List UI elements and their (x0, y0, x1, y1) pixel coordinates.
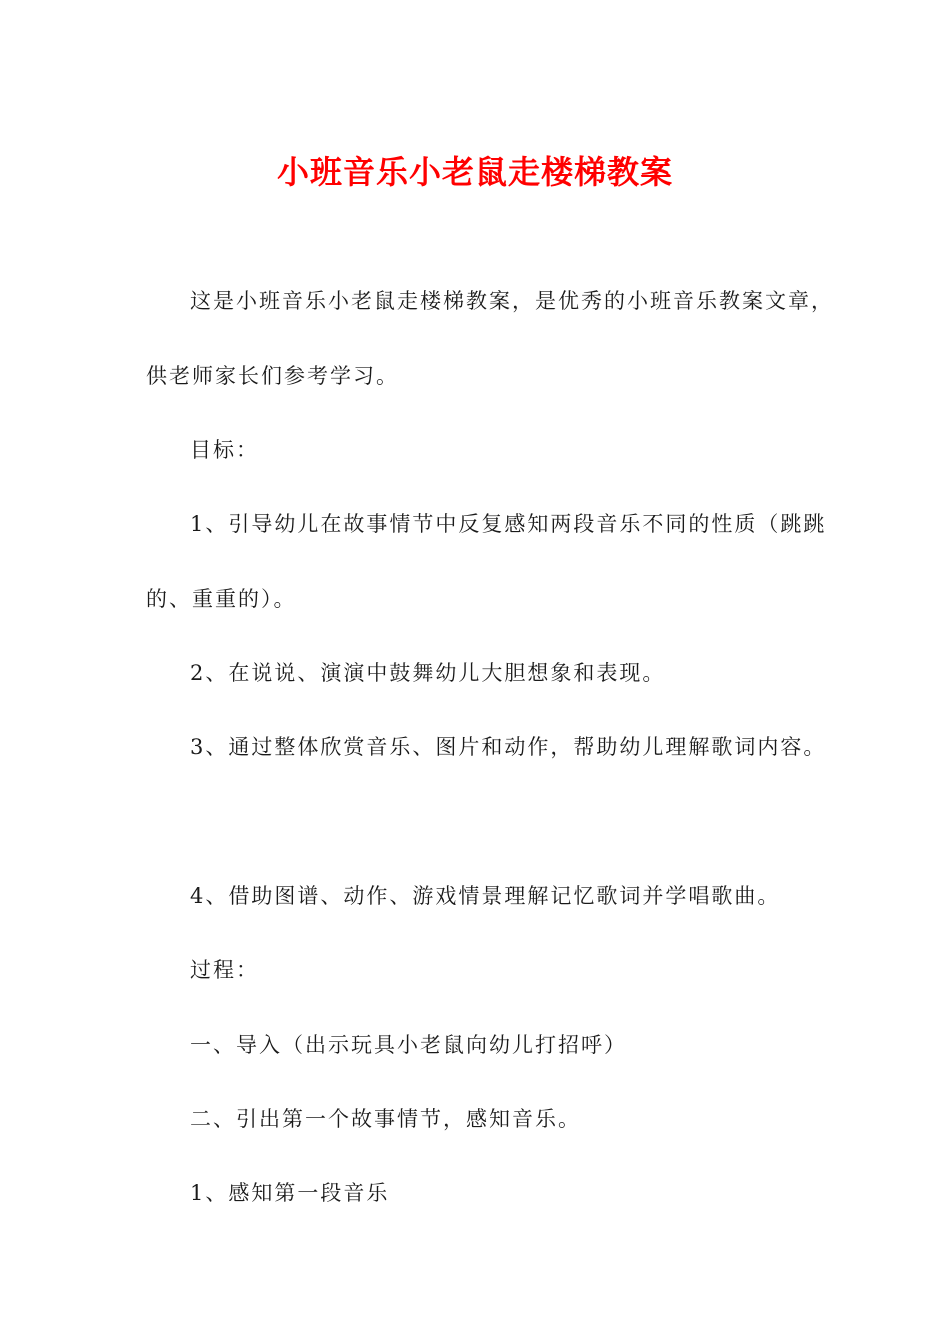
goal-item-2: 2、在说说、演演中鼓舞幼儿大胆想象和表现。 (190, 661, 666, 685)
paragraph-intro-line-2: 供老师家长们参考学习。 (146, 364, 399, 388)
process-step-1: 一、导入（出示玩具小老鼠向幼儿打招呼） (190, 1033, 627, 1057)
goal-item-1-line-2: 的、重重的）。 (146, 587, 297, 611)
goal-item-4: 4、借助图谱、动作、游戏情景理解记忆歌词并学唱歌曲。 (190, 884, 781, 908)
process-substep-1: 1、感知第一段音乐 (190, 1181, 390, 1205)
process-step-2: 二、引出第一个故事情节，感知音乐。 (190, 1107, 581, 1131)
heading-goals: 目标： (190, 438, 259, 462)
heading-process: 过程： (190, 958, 259, 982)
document-title: 小班音乐小老鼠走楼梯教案 (276, 153, 673, 191)
paragraph-intro-line-1: 这是小班音乐小老鼠走楼梯教案，是优秀的小班音乐教案文章， (190, 289, 834, 313)
goal-item-1-line-1: 1、引导幼儿在故事情节中反复感知两段音乐不同的性质（跳跳 (190, 512, 827, 536)
goal-item-3: 3、通过整体欣赏音乐、图片和动作，帮助幼儿理解歌词内容。 (190, 735, 827, 759)
